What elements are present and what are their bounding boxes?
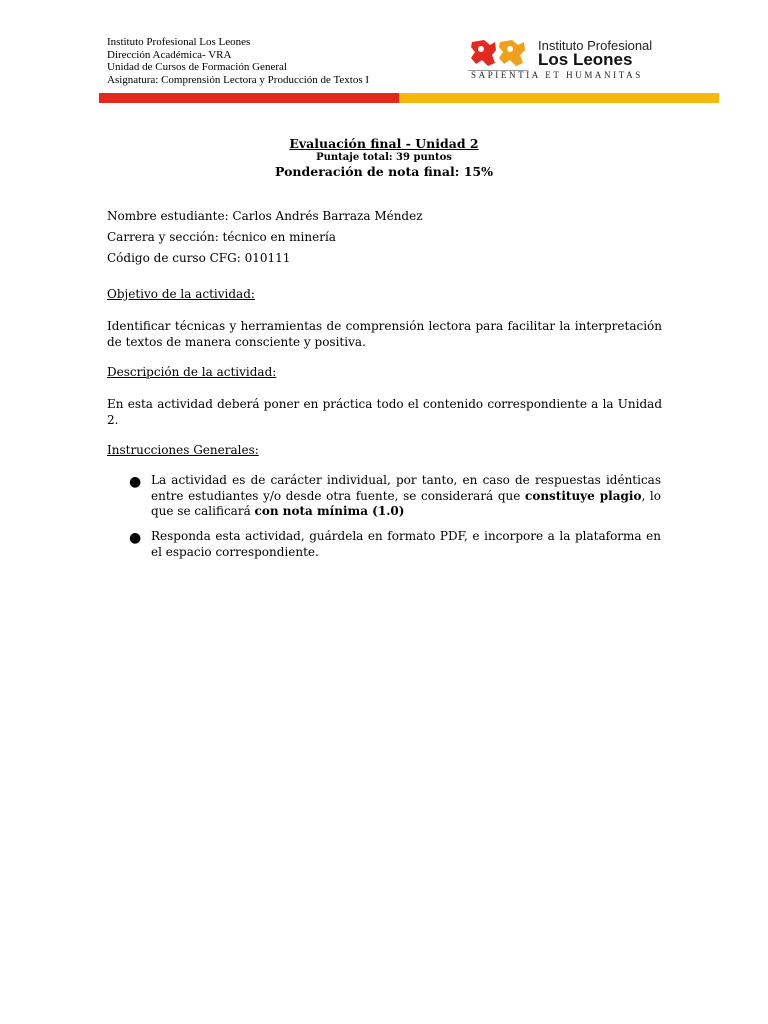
student-name: Nombre estudiante: Carlos Andrés Barraza Méndez: [107, 209, 423, 223]
description-heading: Descripción de la actividad:: [107, 365, 277, 379]
institution-logo: [468, 36, 664, 82]
objective-text: Identificar técnicas y herramientas de comprensión lectora para facilitar la interpretación de textos de manera consciente y positiva.: [107, 319, 662, 349]
grade-weight: Ponderación de nota final: 15%: [275, 164, 493, 179]
header-line-direction: Dirección Académica- VRA: [107, 48, 232, 61]
instruction-item-submission: Responda esta actividad, guárdela en formato PDF, e incorpore a la plataforma en el espacio correspondiente.: [151, 529, 661, 559]
student-career: Carrera y sección: técnico en minería: [107, 230, 336, 244]
instruction-item-individual: [151, 473, 661, 520]
header-bar-yellow: [399, 93, 719, 103]
instructions-heading: Instrucciones Generales:: [107, 443, 259, 457]
evaluation-title-block: [99, 136, 669, 179]
logo-motto: SAPIENTIA ET HUMANITAS: [471, 70, 643, 80]
header-bar-red: [99, 93, 399, 103]
logo-text-name: Los Leones: [538, 50, 633, 69]
instruction-item-text: , lo que se calificará: [151, 488, 661, 518]
logo-text-institute: Instituto Profesional: [538, 38, 653, 53]
bullet-icon: ●: [129, 474, 142, 490]
objective-heading: Objetivo de la actividad:: [107, 287, 255, 301]
plagiarism-emphasis: constituye plagio: [525, 488, 642, 503]
header-line-institute: Instituto Profesional Los Leones: [107, 36, 251, 48]
instruction-item-text: La actividad es de carácter individual, por tanto, en caso de respuestas idénticas entre estudiantes y/o desde otra fuente, se considerará que: [151, 473, 661, 503]
institution-header: [107, 36, 369, 86]
total-score: Puntaje total: 39 puntos: [316, 152, 452, 163]
bullet-icon: ●: [129, 530, 142, 546]
header-line-subject: Asignatura: Comprensión Lectora y Producción de Textos I: [107, 73, 370, 86]
minimum-grade-emphasis: con nota mínima (1.0): [254, 504, 405, 518]
course-code: Código de curso CFG: 010111: [107, 251, 291, 265]
description-text: En esta actividad deberá poner en práctica todo el contenido correspondiente a la Unidad 2.: [107, 397, 662, 427]
evaluation-title: Evaluación final - Unidad 2: [289, 136, 479, 151]
header-line-unit: Unidad de Cursos de Formación General: [107, 61, 287, 73]
